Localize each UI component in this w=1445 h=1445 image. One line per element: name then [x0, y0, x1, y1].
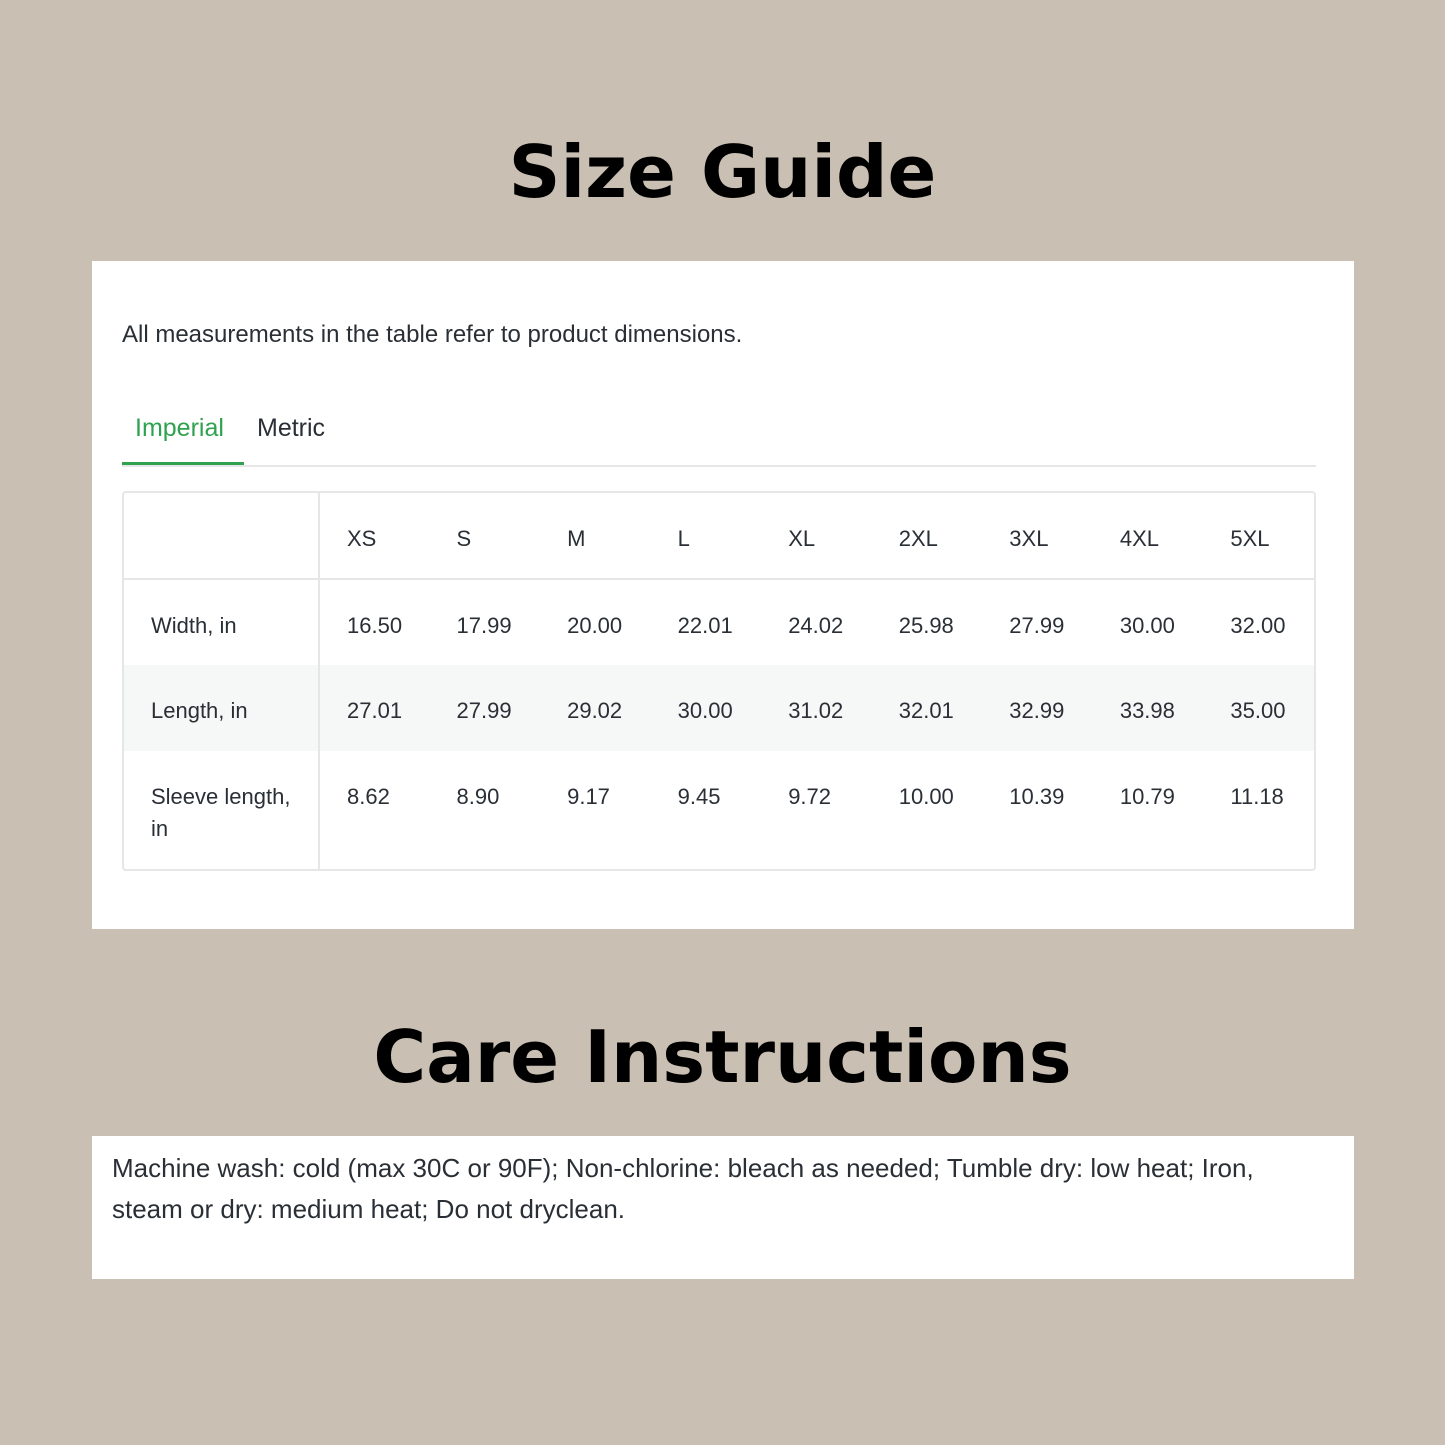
table-cell: 25.98	[898, 613, 954, 638]
table-cell: 22.01	[677, 613, 733, 638]
table-cell: 8.62	[347, 784, 390, 809]
size-header-3xl: 3XL	[982, 493, 1093, 579]
table-cell: 24.02	[788, 613, 844, 638]
table-cell: 10.79	[1119, 784, 1175, 809]
table-cell: 32.99	[1009, 698, 1065, 723]
row-label: Length, in	[124, 665, 319, 751]
table-cell: 33.98	[1119, 698, 1175, 723]
care-instructions-card	[92, 1136, 1354, 1279]
table-row-sleeve-length	[124, 751, 1314, 869]
header-corner-cell	[124, 493, 319, 579]
table-cell: 29.02	[567, 698, 623, 723]
care-instructions-text: Machine wash: cold (max 30C or 90F); Non-chlorine: bleach as needed; Tumble dry: low heat; Iron, steam or dry: medium heat; Do not dryclean.	[112, 1153, 1254, 1224]
row-label: Sleeve length, in	[124, 751, 319, 869]
table-cell: 30.00	[1119, 613, 1175, 638]
table-row-length	[124, 665, 1314, 751]
table-cell: 11.18	[1230, 784, 1284, 809]
size-table	[124, 493, 1314, 869]
size-guide-title: Size Guide	[508, 130, 937, 214]
size-header-5xl: 5XL	[1203, 493, 1314, 579]
care-instructions-title: Care Instructions	[373, 1015, 1072, 1099]
table-cell: 16.50	[347, 613, 403, 638]
table-cell: 20.00	[567, 613, 623, 638]
table-cell: 9.17	[567, 784, 610, 809]
size-table-container	[122, 491, 1316, 871]
size-guide-card	[92, 261, 1354, 929]
table-cell: 27.99	[1009, 613, 1065, 638]
table-cell: 27.01	[347, 698, 403, 723]
table-cell: 32.01	[898, 698, 954, 723]
size-header-xl: XL	[761, 493, 872, 579]
table-cell: 32.00	[1230, 613, 1286, 638]
table-cell: 10.39	[1009, 784, 1065, 809]
unit-tabs	[122, 401, 1316, 467]
size-header-row	[124, 493, 1314, 579]
tab-metric[interactable]: Metric	[257, 414, 326, 442]
size-header-xs: XS	[319, 493, 430, 579]
size-header-2xl: 2XL	[872, 493, 983, 579]
table-cell: 35.00	[1230, 698, 1286, 723]
table-cell: 10.00	[898, 784, 954, 809]
table-cell: 31.02	[788, 698, 844, 723]
row-label: Width, in	[124, 579, 319, 665]
table-cell: 30.00	[677, 698, 733, 723]
table-cell: 8.90	[456, 784, 500, 809]
tab-imperial[interactable]: Imperial	[122, 401, 244, 465]
size-header-m: M	[540, 493, 651, 579]
table-cell: 9.72	[788, 784, 832, 809]
table-row-width	[124, 579, 1314, 665]
size-header-s: S	[430, 493, 541, 579]
table-cell: 17.99	[456, 613, 512, 638]
table-cell: 9.45	[677, 784, 721, 809]
size-header-l: L	[651, 493, 762, 579]
size-header-4xl: 4XL	[1093, 493, 1204, 579]
size-guide-intro: All measurements in the table refer to product dimensions.	[122, 321, 743, 348]
table-cell: 27.99	[456, 698, 512, 723]
